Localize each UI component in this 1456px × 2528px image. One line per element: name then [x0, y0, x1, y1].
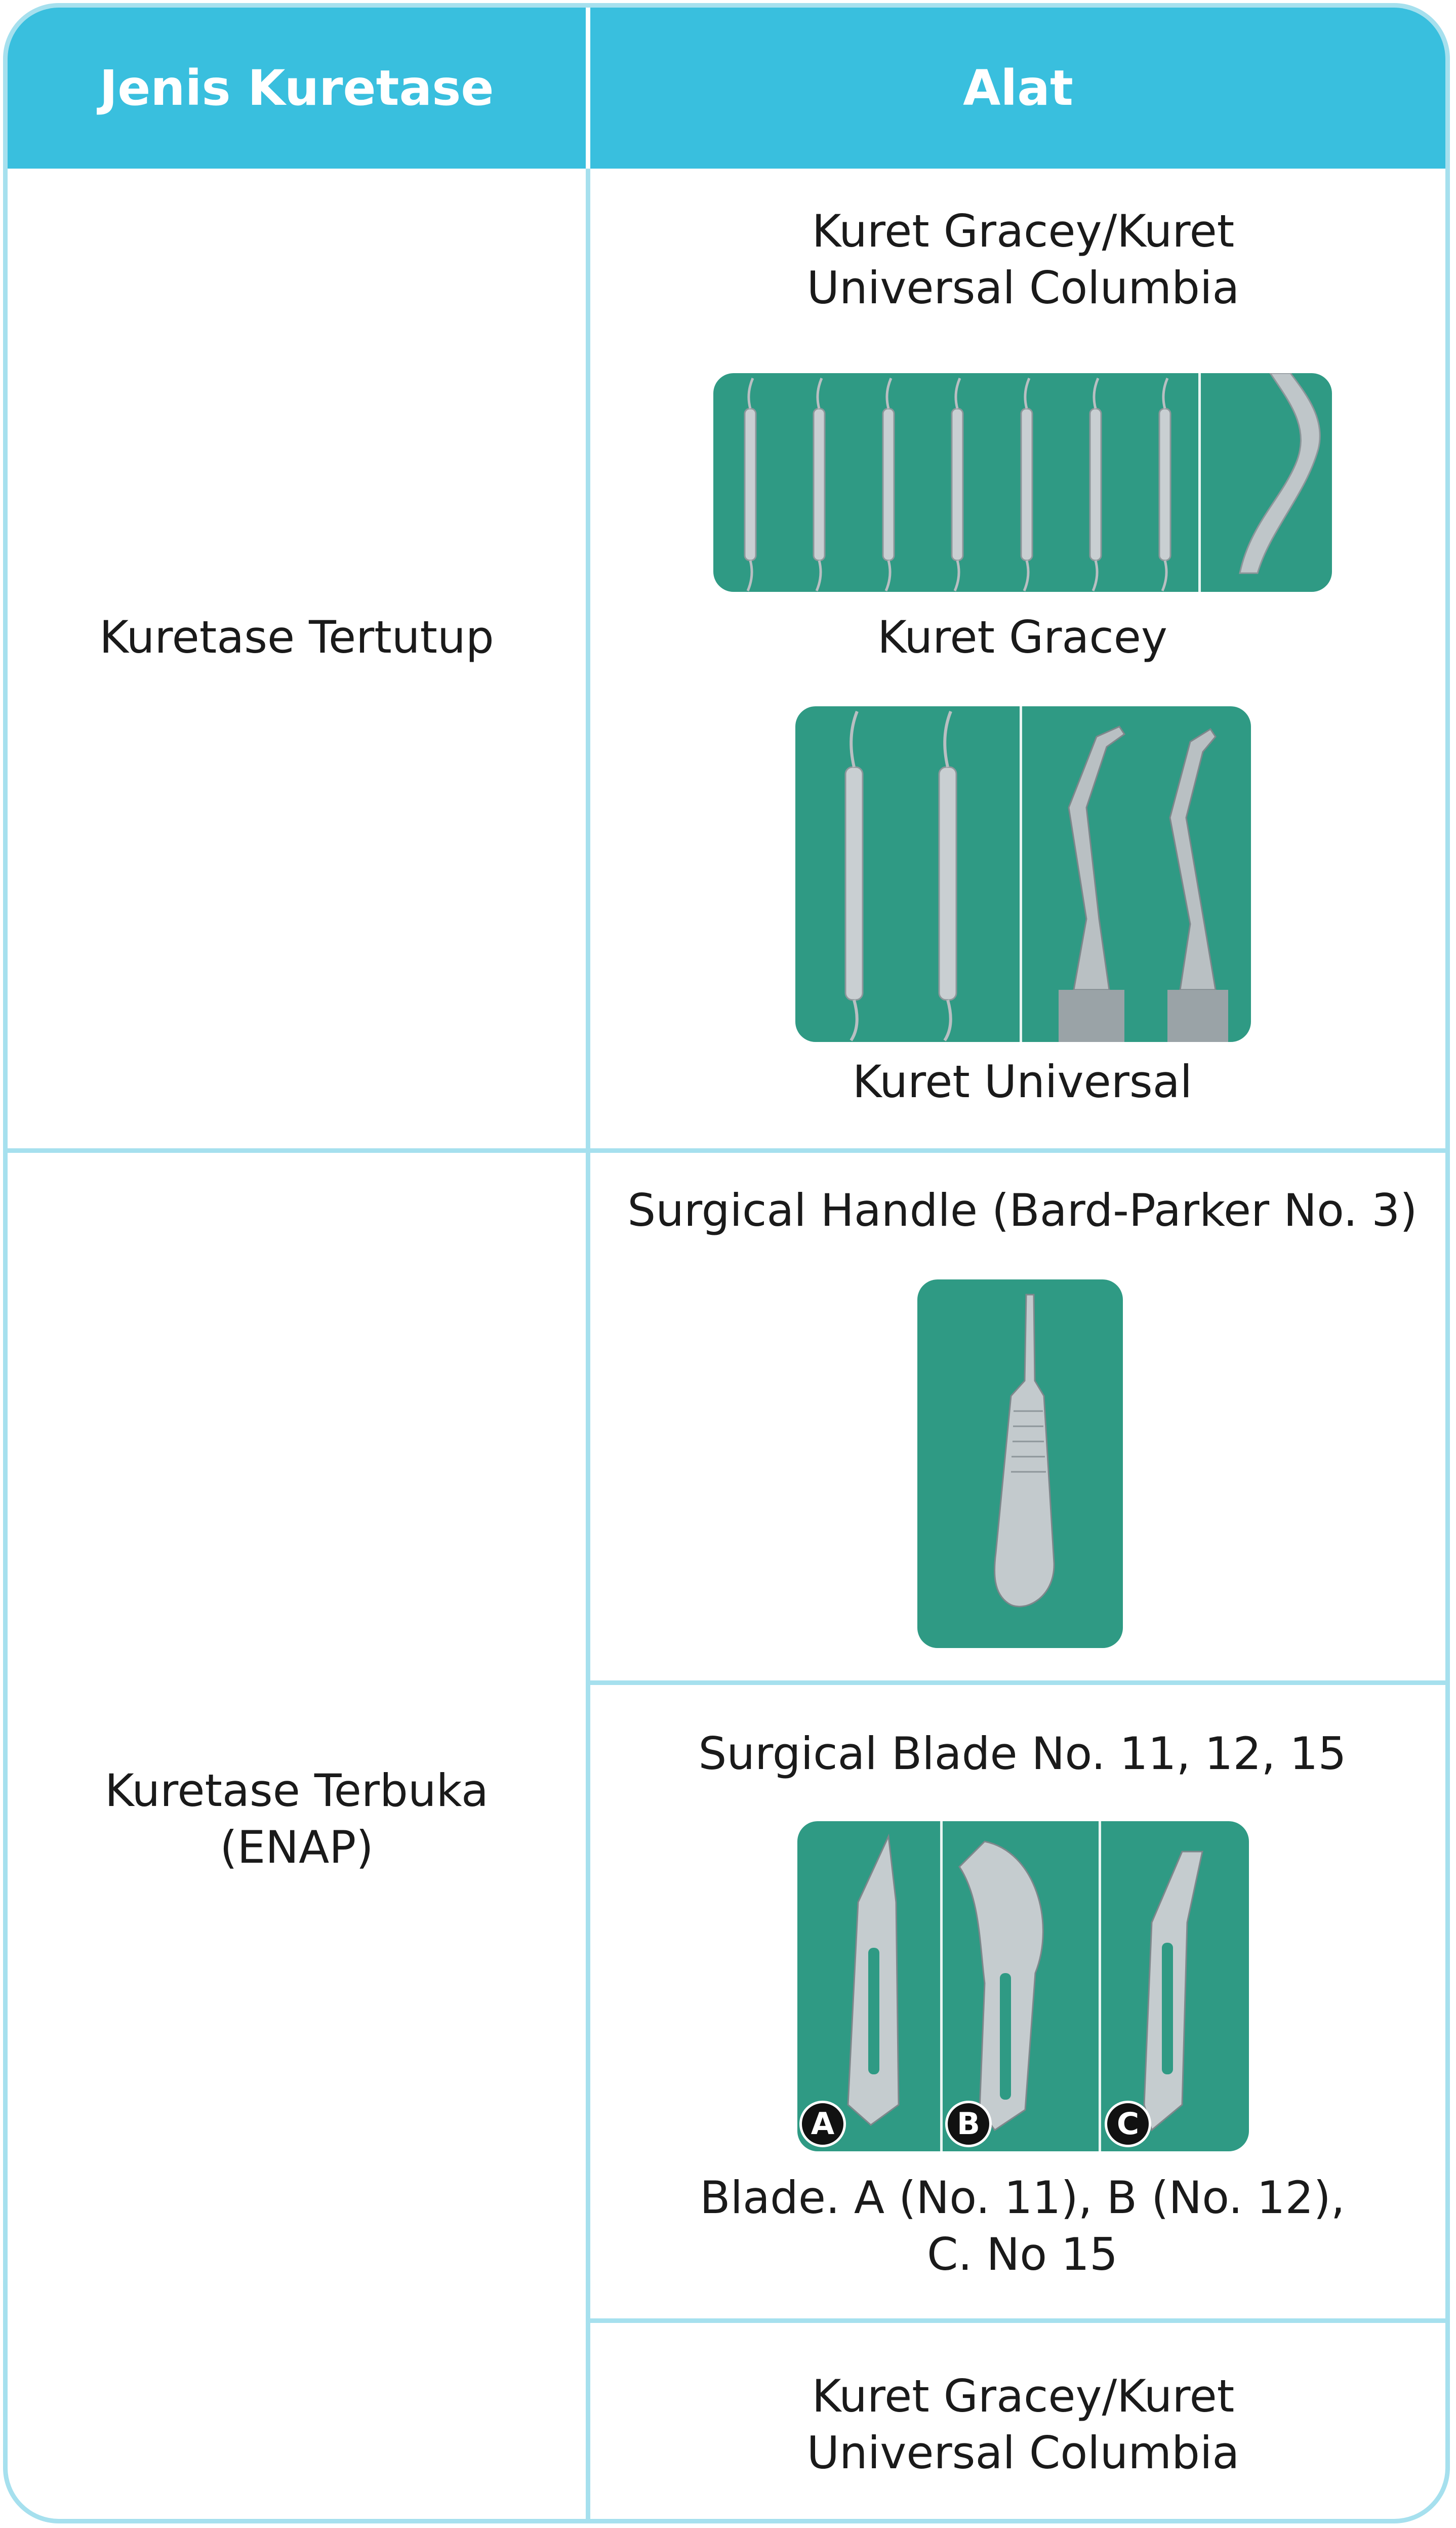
- surgical-blade-photo: [797, 1821, 1249, 2151]
- curettage-tools-table: [3, 3, 1450, 2523]
- blade-title: Surgical Blade No. 11, 12, 15: [698, 1728, 1347, 1780]
- column-header-type: Jenis Kuretase: [99, 60, 494, 116]
- gracey-curette-illustration: [713, 373, 1332, 592]
- universal-curette-photo: [795, 706, 1251, 1042]
- table-header: [8, 8, 1445, 169]
- closed-tools-title: Kuret Gracey/Kuret Universal Columbia: [806, 205, 1240, 314]
- badge-a: A: [799, 2101, 846, 2147]
- handle-title: Surgical Handle (Bard-Parker No. 3): [627, 1184, 1418, 1236]
- badge-c: C: [1105, 2101, 1151, 2147]
- row-type-open: [8, 1762, 586, 1876]
- universal-caption: Kuret Universal: [852, 1056, 1193, 1108]
- gracey-caption: Kuret Gracey: [877, 611, 1167, 663]
- row-type-open-line2: (ENAP): [220, 1821, 374, 1873]
- universal-curette-illustration: [795, 706, 1251, 1042]
- badge-b: B: [945, 2101, 992, 2147]
- surgical-handle-photo: [917, 1279, 1123, 1648]
- column-divider: [586, 169, 590, 2523]
- surgical-blade-illustration: [797, 1821, 1249, 2151]
- blade-caption: [590, 2170, 1450, 2283]
- column-header-tools: Alat: [963, 60, 1073, 116]
- row-type-open-line1: Kuretase Terbuka: [105, 1764, 489, 1817]
- open-curette-title: Kuret Gracey/Kuret Universal Columbia: [806, 2370, 1240, 2479]
- subrow-divider-2: [590, 2318, 1450, 2323]
- surgical-handle-illustration: [917, 1279, 1123, 1648]
- blade-caption-line2: C. No 15: [926, 2228, 1118, 2280]
- gracey-curette-photo: [713, 373, 1332, 592]
- header-divider: [586, 8, 590, 169]
- row-divider: [8, 1148, 1450, 1153]
- subrow-divider-1: [590, 1680, 1450, 1685]
- blade-caption-line1: Blade. A (No. 11), B (No. 12),: [700, 2172, 1345, 2224]
- row-type-closed: Kuretase Tertutup: [99, 611, 494, 663]
